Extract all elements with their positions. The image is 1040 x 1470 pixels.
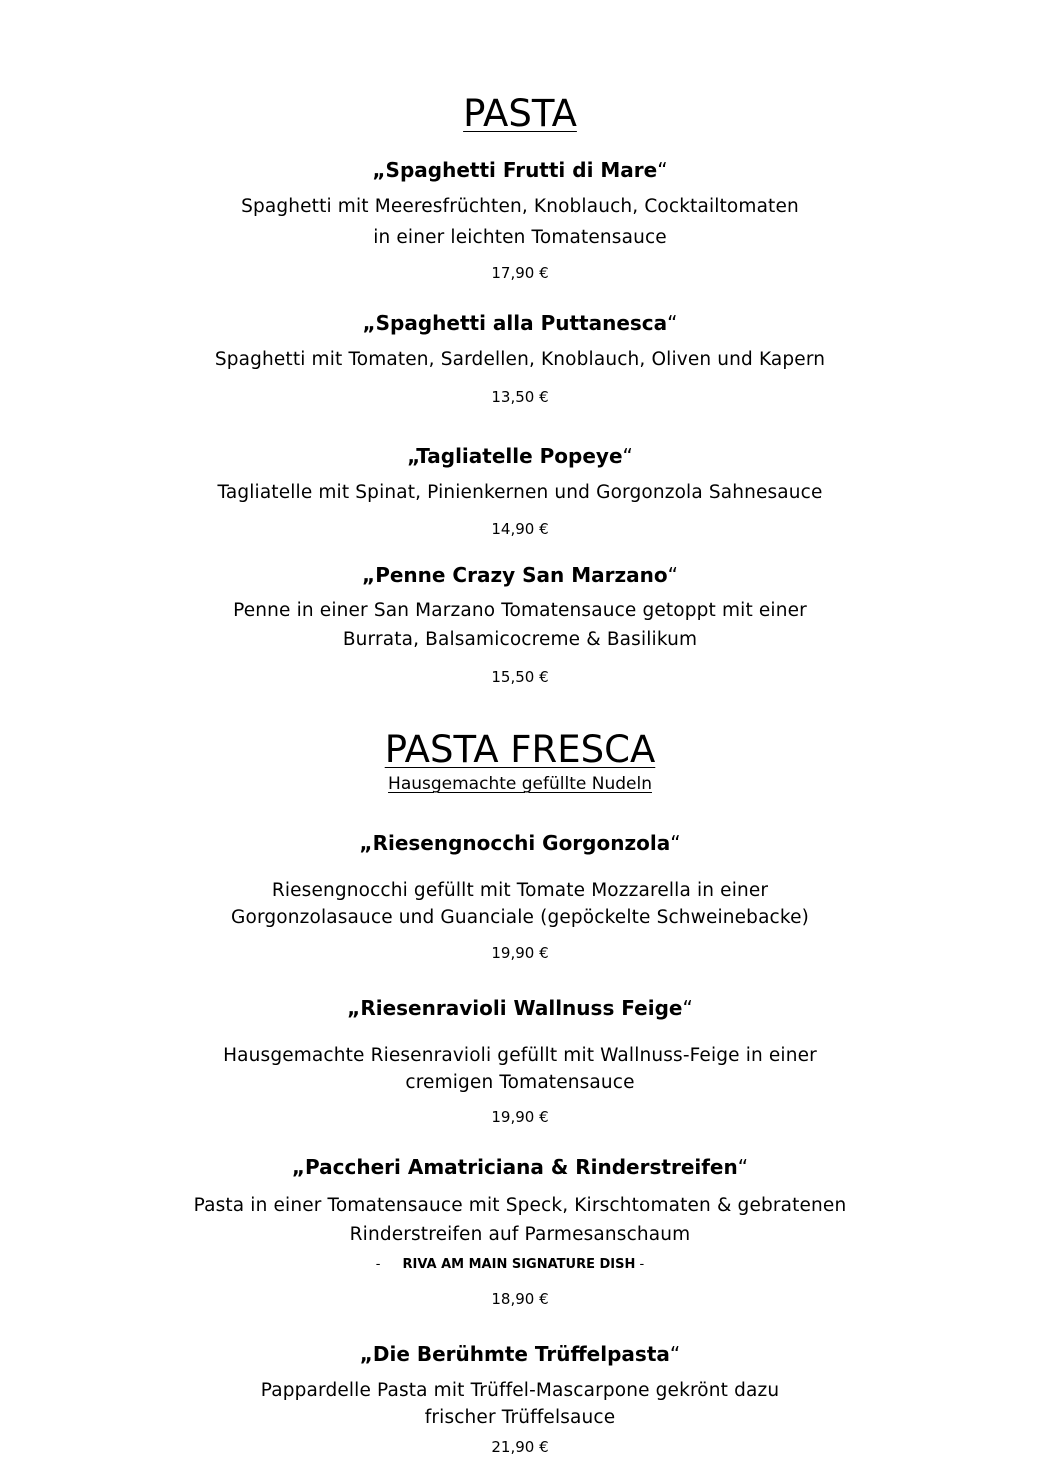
section-subtitle: Hausgemachte gefüllte Nudeln — [388, 774, 652, 794]
dish-name-text: Tagliatelle Popeye — [416, 444, 623, 468]
dish-name — [0, 446, 1040, 466]
dish-price: 17,90 € — [491, 264, 549, 282]
dish-description-line: Rinderstreifen auf Parmesanschaum — [349, 1224, 691, 1245]
dish-name-text: Paccheri Amatriciana & Rinderstreifen — [305, 1155, 738, 1179]
quote-open: „ — [359, 1342, 373, 1366]
dish-price: 19,90 € — [491, 1108, 549, 1126]
dish-price: 13,50 € — [491, 388, 549, 406]
dish-name-text: Spaghetti Frutti di Mare — [385, 158, 658, 182]
quote-close: “ — [667, 563, 678, 587]
dish-name — [0, 1344, 1040, 1364]
quote-close: “ — [737, 1155, 749, 1179]
dish-description-line: Burrata, Balsamicocreme & Basilikum — [342, 629, 698, 650]
signature-dish-text: RIVA AM MAIN SIGNATURE DISH — [402, 1257, 636, 1272]
section-title-pasta: PASTA — [463, 92, 577, 135]
dish-description-line: Spaghetti mit Meeresfrüchten, Knoblauch, Cocktailtomaten — [241, 196, 799, 217]
dish-description-line: Spaghetti mit Tomaten, Sardellen, Knoblauch, Oliven und Kapern — [214, 349, 826, 370]
dish-name — [0, 565, 1040, 585]
dish-description-line: in einer leichten Tomatensauce — [373, 227, 667, 248]
dish-price: 15,50 € — [491, 668, 549, 686]
quote-open: „ — [359, 831, 373, 855]
dish-price: 14,90 € — [491, 520, 549, 538]
quote-close: “ — [670, 831, 681, 855]
quote-close: “ — [669, 1342, 681, 1366]
quote-close: “ — [657, 158, 668, 182]
dish-name — [0, 833, 1040, 853]
quote-close: “ — [682, 996, 693, 1020]
dish-description-line: Gorgonzolasauce und Guanciale (gepöckelte Schweinebacke) — [231, 907, 809, 928]
dish-price: 18,90 € — [491, 1290, 549, 1308]
dish-description-line: Hausgemachte Riesenravioli gefüllt mit Wallnuss-Feige in einer — [223, 1045, 817, 1066]
dish-description-line: Tagliatelle mit Spinat, Pinienkernen und Gorgonzola Sahnesauce — [217, 482, 823, 503]
dish-description-line: Riesengnocchi gefüllt mit Tomate Mozzarella in einer — [271, 880, 769, 901]
quote-open: „ — [372, 158, 386, 182]
dish-description-line: frischer Trüffelsauce — [424, 1407, 616, 1428]
dish-name-text: Spaghetti alla Puttanesca — [375, 311, 668, 335]
quote-open: „ — [362, 311, 376, 335]
dish-description-line: cremigen Tomatensauce — [405, 1072, 635, 1093]
dish-price: 21,90 € — [491, 1438, 549, 1456]
dash-left: - — [375, 1257, 381, 1272]
dish-name — [0, 1157, 1040, 1177]
quote-open: „ — [407, 444, 417, 468]
dish-name-text: Riesenravioli Wallnuss Feige — [360, 996, 683, 1020]
dish-description-line: Penne in einer San Marzano Tomatensauce getoppt mit einer — [233, 600, 807, 621]
dish-name — [0, 998, 1040, 1018]
quote-open: „ — [347, 996, 361, 1020]
quote-close: “ — [622, 444, 633, 468]
dish-description-line: Pappardelle Pasta mit Trüffel-Mascarpone gekrönt dazu — [260, 1380, 780, 1401]
dish-name-text: Riesengnocchi Gorgonzola — [372, 831, 671, 855]
dish-description-line: Pasta in einer Tomatensauce mit Speck, Kirschtomaten & gebratenen — [193, 1195, 847, 1216]
quote-open: „ — [291, 1155, 306, 1179]
section-title-pasta-fresca: PASTA FRESCA — [384, 728, 656, 771]
dish-name-text: Die Berühmte Trüffelpasta — [372, 1342, 670, 1366]
dash-right: - — [639, 1257, 645, 1272]
dish-name-text: Penne Crazy San Marzano — [375, 563, 668, 587]
dish-name — [0, 313, 1040, 333]
signature-dish-note — [0, 1258, 1030, 1271]
dish-name — [0, 160, 1040, 180]
dish-price: 19,90 € — [491, 944, 549, 962]
quote-open: „ — [362, 563, 376, 587]
quote-close: “ — [667, 311, 678, 335]
